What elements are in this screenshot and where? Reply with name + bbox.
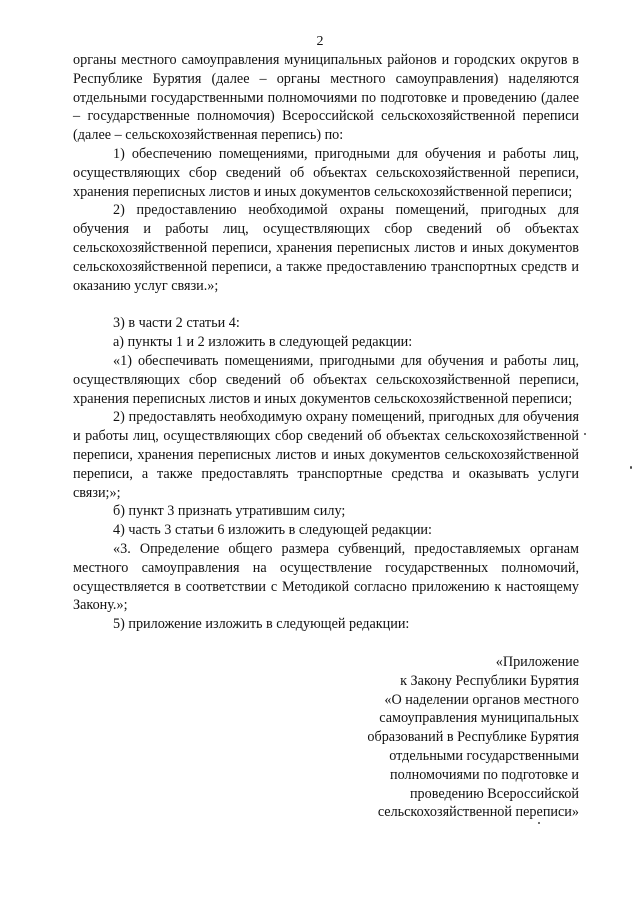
appendix-line: образований в Республике Бурятия	[367, 729, 579, 746]
paragraph-item-1: 1) обеспечению помещениями, пригодными для обучения и работы лиц, осуществляющих сбор сведений об объектах сельскохозяйственной переписи, хранения переписных листов и иных документов сельскохозяйственной переписи;	[73, 145, 579, 200]
scan-speck	[630, 466, 632, 469]
document-body	[73, 51, 579, 634]
appendix-heading	[319, 653, 579, 822]
paragraph-amendment-3b: б) пункт 3 признать утратившим силу;	[113, 503, 346, 520]
paragraph-new-item-2: 2) предоставлять необходимую охрану помещений, пригодных для обучения и работы лиц, осуществляющих сбор сведений об объектах сельскохозяйственной переписи, хранения переписных листов и иных документов сельскохозяйственной переписи, а также предоставлять транспортные средства и оказывать услуги связи;»;	[73, 409, 579, 501]
paragraph-amendment-5: 5) приложение изложить в следующей редакции:	[113, 616, 410, 633]
appendix-line: сельскохозяйственной переписи»	[377, 804, 579, 821]
paragraph-intro: органы местного самоуправления муниципальных районов и городских округов в Республике Бурятия (далее – органы местного самоуправления) наделяются отдельными государственными полномочиями по подготовке и проведению (далее – государственные полномочия) Всероссийской сельскохозяйственной переписи (далее – сельскохозяйственная перепись) по:	[73, 52, 579, 144]
paragraph-amendment-4: 4) часть 3 статьи 6 изложить в следующей редакции:	[113, 522, 432, 539]
appendix-line: полномочиями по подготовке и	[390, 766, 579, 783]
paragraph-amendment-3: 3) в части 2 статьи 4:	[113, 315, 240, 332]
paragraph-item-2: 2) предоставлению необходимой охраны помещений, пригодных для обучения и работы лиц, осуществляющих сбор сведений об объектах сельскохозяйственной переписи, хранения переписных листов и иных документов сельскохозяйственной переписи, а также предоставлению транспортных средств и оказанию услуг связи.»;	[73, 202, 579, 294]
appendix-line: «О наделении органов местного	[384, 691, 579, 708]
appendix-line: самоуправления муниципальных	[379, 710, 579, 727]
scan-speck	[584, 433, 586, 435]
paragraph-new-part-3: «3. Определение общего размера субвенций, предоставляемых органам местного самоуправления на осуществление государственных полномочий, осуществляется в соответствии с Методикой согласно приложению к настоящему Закону.»;	[73, 540, 579, 614]
page-number: 2	[316, 34, 324, 49]
scan-speck	[538, 822, 540, 824]
paragraph-new-item-1: «1) обеспечивать помещениями, пригодными для обучения и работы лиц, осуществляющих сбор сведений об объектах сельскохозяйственной переписи, хранения переписных листов и иных документов сельскохозяйственной переписи;	[73, 352, 579, 407]
appendix-line: отдельными государственными	[389, 747, 579, 764]
paragraph-amendment-3a: а) пункты 1 и 2 изложить в следующей редакции:	[113, 334, 413, 351]
appendix-line: проведению Всероссийской	[409, 785, 579, 802]
appendix-line: «Приложение	[495, 654, 579, 670]
appendix-line: к Закону Республики Бурятия	[400, 672, 579, 689]
